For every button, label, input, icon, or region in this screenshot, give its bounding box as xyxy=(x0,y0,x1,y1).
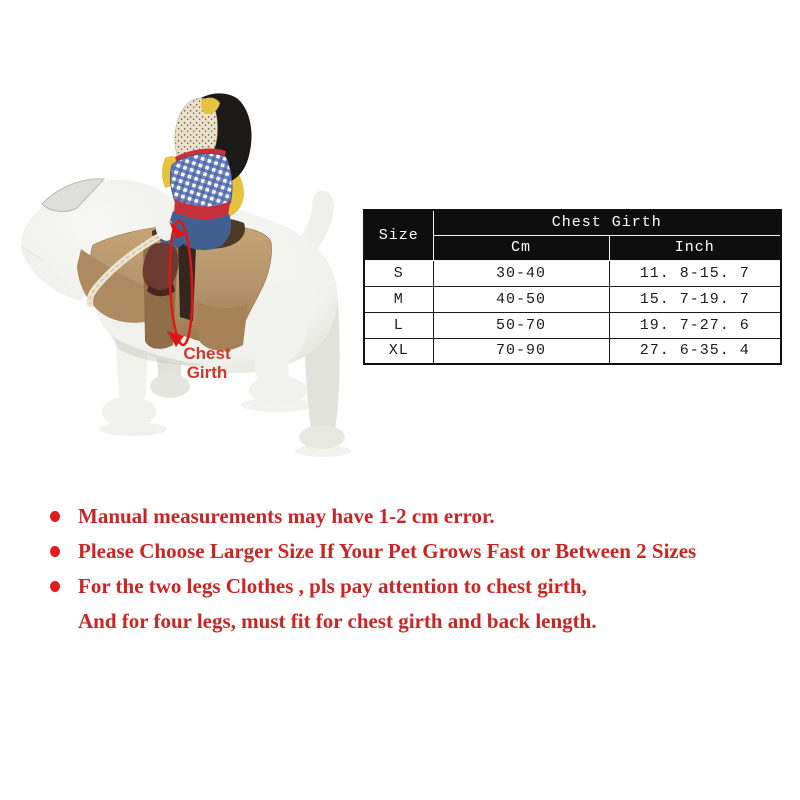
note-text: Please Choose Larger Size If Your Pet Grows Fast or Between 2 Sizes xyxy=(78,539,697,563)
note-item xyxy=(50,569,785,604)
stirrup-strap xyxy=(178,243,196,321)
inch-cell: 27. 6-35. 4 xyxy=(609,338,781,364)
note-item xyxy=(50,604,785,639)
note-text: And for four legs, must fit for chest girth and back length. xyxy=(78,609,597,633)
notes-list xyxy=(50,499,785,639)
size-cell: M xyxy=(364,286,433,312)
table-row-m xyxy=(364,286,781,312)
product-photo xyxy=(15,85,355,470)
cm-cell: 70-90 xyxy=(433,338,609,364)
size-cell: S xyxy=(364,260,433,286)
cm-cell: 40-50 xyxy=(433,286,609,312)
chest-girth-label: Chest Girth xyxy=(183,344,231,382)
size-column-header: Size xyxy=(364,210,433,260)
cm-column-header: Cm xyxy=(433,235,609,260)
bullet-icon xyxy=(50,546,60,557)
size-cell: L xyxy=(364,312,433,338)
bullet-icon xyxy=(50,511,60,522)
cm-cell: 50-70 xyxy=(433,312,609,338)
size-chart-table xyxy=(363,209,782,365)
note-item xyxy=(50,534,785,569)
note-text: For the two legs Clothes , pls pay attention to chest girth, xyxy=(78,574,587,598)
bullet-icon xyxy=(50,581,60,592)
inch-cell: 15. 7-19. 7 xyxy=(609,286,781,312)
table-row-xl xyxy=(364,338,781,364)
note-item xyxy=(50,499,785,534)
cm-cell: 30-40 xyxy=(433,260,609,286)
inch-cell: 11. 8-15. 7 xyxy=(609,260,781,286)
inch-column-header: Inch xyxy=(609,235,781,260)
inch-cell: 19. 7-27. 6 xyxy=(609,312,781,338)
table-row-s xyxy=(364,260,781,286)
size-cell: XL xyxy=(364,338,433,364)
chest-girth-header: Chest Girth xyxy=(433,210,781,235)
note-text: Manual measurements may have 1-2 cm error. xyxy=(78,504,495,528)
table-row-l xyxy=(364,312,781,338)
